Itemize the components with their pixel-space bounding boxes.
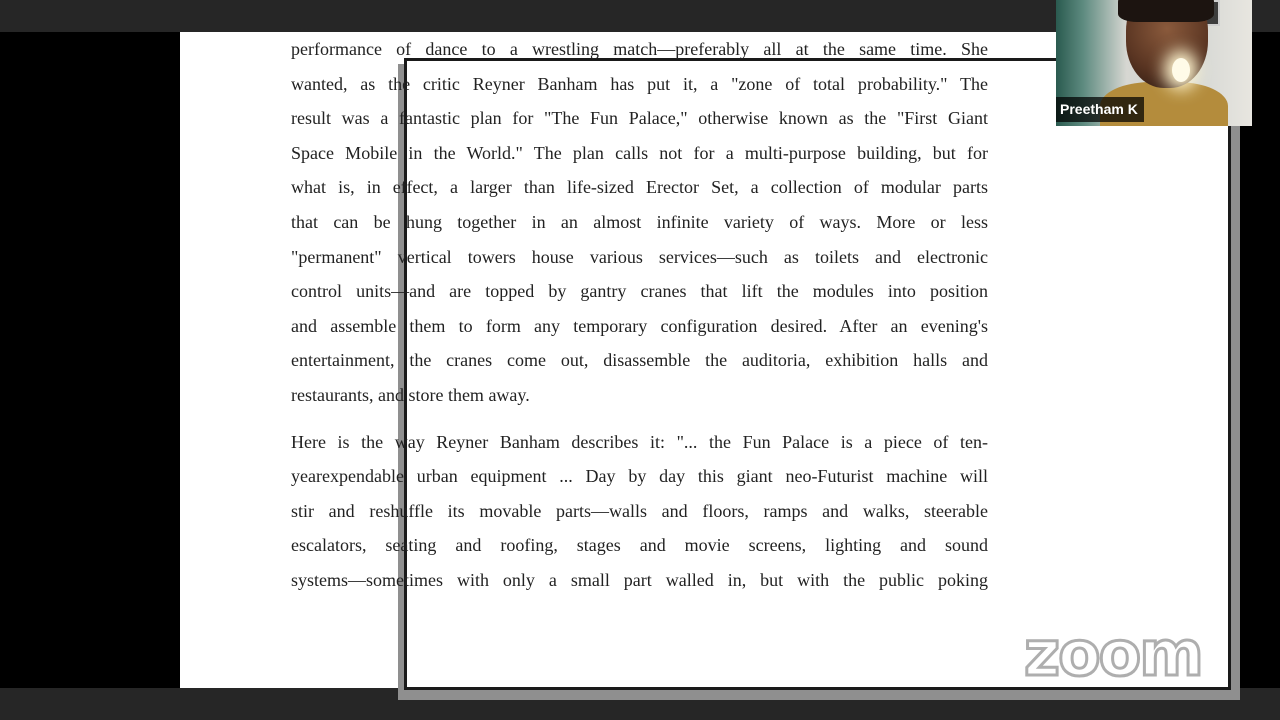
text-line: wanted, as the critic Reyner Banham has put it, a "zone of total probability." The bbox=[291, 73, 988, 94]
text-line: result was a fantastic plan for "The Fun Palace," otherwise known as the "First Giant bbox=[291, 108, 988, 129]
text-line: Space Mobile in the World." The plan calls not for a multi-purpose building, but for bbox=[291, 142, 988, 163]
text-line: performance of dance to a wrestling match—preferably all at the same time. She bbox=[291, 39, 988, 59]
participant-name-label: Preetham K bbox=[1056, 97, 1144, 122]
text-line: stir and reshuffle its movable parts—walls and floors, ramps and walks, steerable bbox=[291, 500, 988, 521]
text-line: and assemble them to form any temporary configuration desired. After an evening's bbox=[291, 315, 988, 336]
paragraph-2 bbox=[291, 425, 988, 598]
text-line: what is, in effect, a larger than life-sized Erector Set, a collection of modular parts bbox=[291, 177, 988, 198]
text-line: restaurants, and store them away. bbox=[291, 384, 530, 405]
text-line: "permanent" vertical towers house various services—such as toilets and electronic bbox=[291, 246, 988, 267]
text-line: control units—and are topped by gantry cranes that lift the modules into position bbox=[291, 281, 988, 302]
text-line: escalators, seating and roofing, stages and movie screens, lighting and sound bbox=[291, 535, 988, 556]
text-line: that can be hung together in an almost infinite variety of ways. More or less bbox=[291, 211, 988, 232]
zoom-logo-watermark: zoom bbox=[1024, 617, 1202, 690]
text-line: yearexpendable urban equipment ... Day by day this giant neo-Futurist machine will bbox=[291, 466, 988, 487]
paragraph-1 bbox=[291, 32, 988, 413]
text-line: systems—sometimes with only a small part walled in, but with the public poking bbox=[291, 569, 988, 590]
participant-hair bbox=[1118, 0, 1214, 22]
text-line: entertainment, the cranes come out, disassemble the auditoria, exhibition halls and bbox=[291, 350, 988, 371]
document-text bbox=[291, 32, 988, 598]
text-line: Here is the way Reyner Banham describes it: "... the Fun Palace is a piece of ten- bbox=[291, 431, 988, 452]
window-light bbox=[1172, 58, 1190, 82]
